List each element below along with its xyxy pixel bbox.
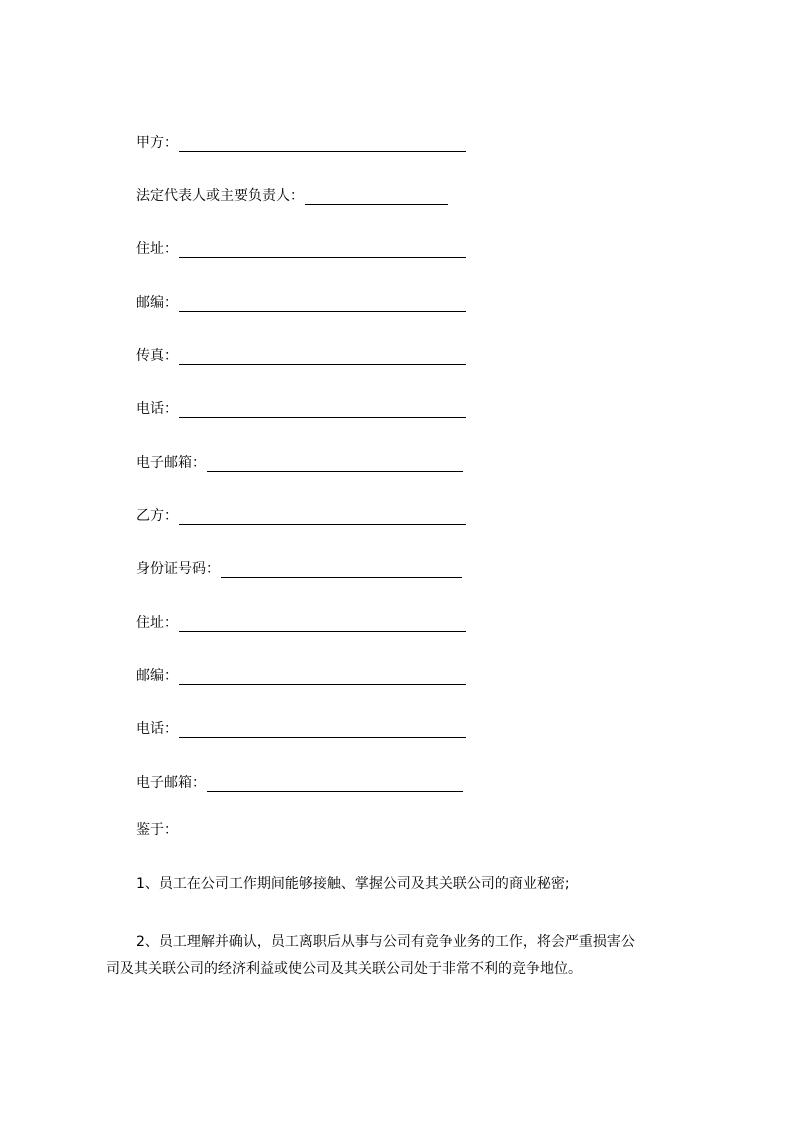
party-a-postcode-field [136,290,466,312]
party-a-name-field [136,130,466,152]
party-a-phone-field [136,396,466,418]
party-a-postcode-label: 邮编： [136,295,178,311]
party-b-id-field [136,556,462,578]
party-a-fax-field [136,343,466,365]
party-a-email-field [136,450,463,472]
party-b-phone-field [136,716,466,738]
party-a-legal-rep-label: 法定代表人或主要负责人： [136,188,304,204]
recital-item-2-line-1: 2、员工理解并确认，员工离职后从事与公司有竞争业务的工作，将会严重损害公 [136,934,635,950]
party-b-address-field [136,610,466,632]
party-a-address-blank[interactable] [179,241,466,258]
party-b-address-label: 住址： [136,615,178,631]
party-a-fax-blank[interactable] [179,348,466,365]
party-b-address-blank[interactable] [179,615,466,632]
party-b-postcode-field [136,663,466,685]
party-a-name-label: 甲方： [136,135,178,151]
party-b-email-label: 电子邮箱： [136,775,206,791]
party-b-name-field [136,503,466,525]
party-b-email-field [136,770,463,792]
party-a-address-label: 住址： [136,241,178,257]
party-a-phone-label: 电话： [136,401,178,417]
party-a-email-label: 电子邮箱： [136,455,206,471]
recitals-heading: 鉴于： [136,822,178,838]
party-a-legal-rep-blank[interactable] [305,188,448,205]
party-b-name-label: 乙方： [136,508,178,524]
party-a-fax-label: 传真： [136,348,178,364]
party-b-postcode-blank[interactable] [179,668,466,685]
recital-item-1: 1、员工在公司工作期间能够接触、掌握公司及其关联公司的商业秘密; [136,876,570,892]
party-a-name-blank[interactable] [179,135,466,152]
party-b-phone-blank[interactable] [179,721,466,738]
party-a-legal-rep-field [136,183,448,205]
recital-item-2-line-2: 司及其关联公司的经济利益或使公司及其关联公司处于非常不利的竞争地位。 [106,961,582,977]
party-b-id-blank[interactable] [221,561,462,578]
party-a-email-blank[interactable] [207,455,463,472]
party-b-phone-label: 电话： [136,721,178,737]
party-b-postcode-label: 邮编： [136,668,178,684]
party-a-postcode-blank[interactable] [179,295,466,312]
party-b-name-blank[interactable] [179,508,466,525]
party-a-address-field [136,236,466,258]
party-a-phone-blank[interactable] [179,401,466,418]
party-b-id-label: 身份证号码： [136,561,220,577]
party-b-email-blank[interactable] [207,775,463,792]
